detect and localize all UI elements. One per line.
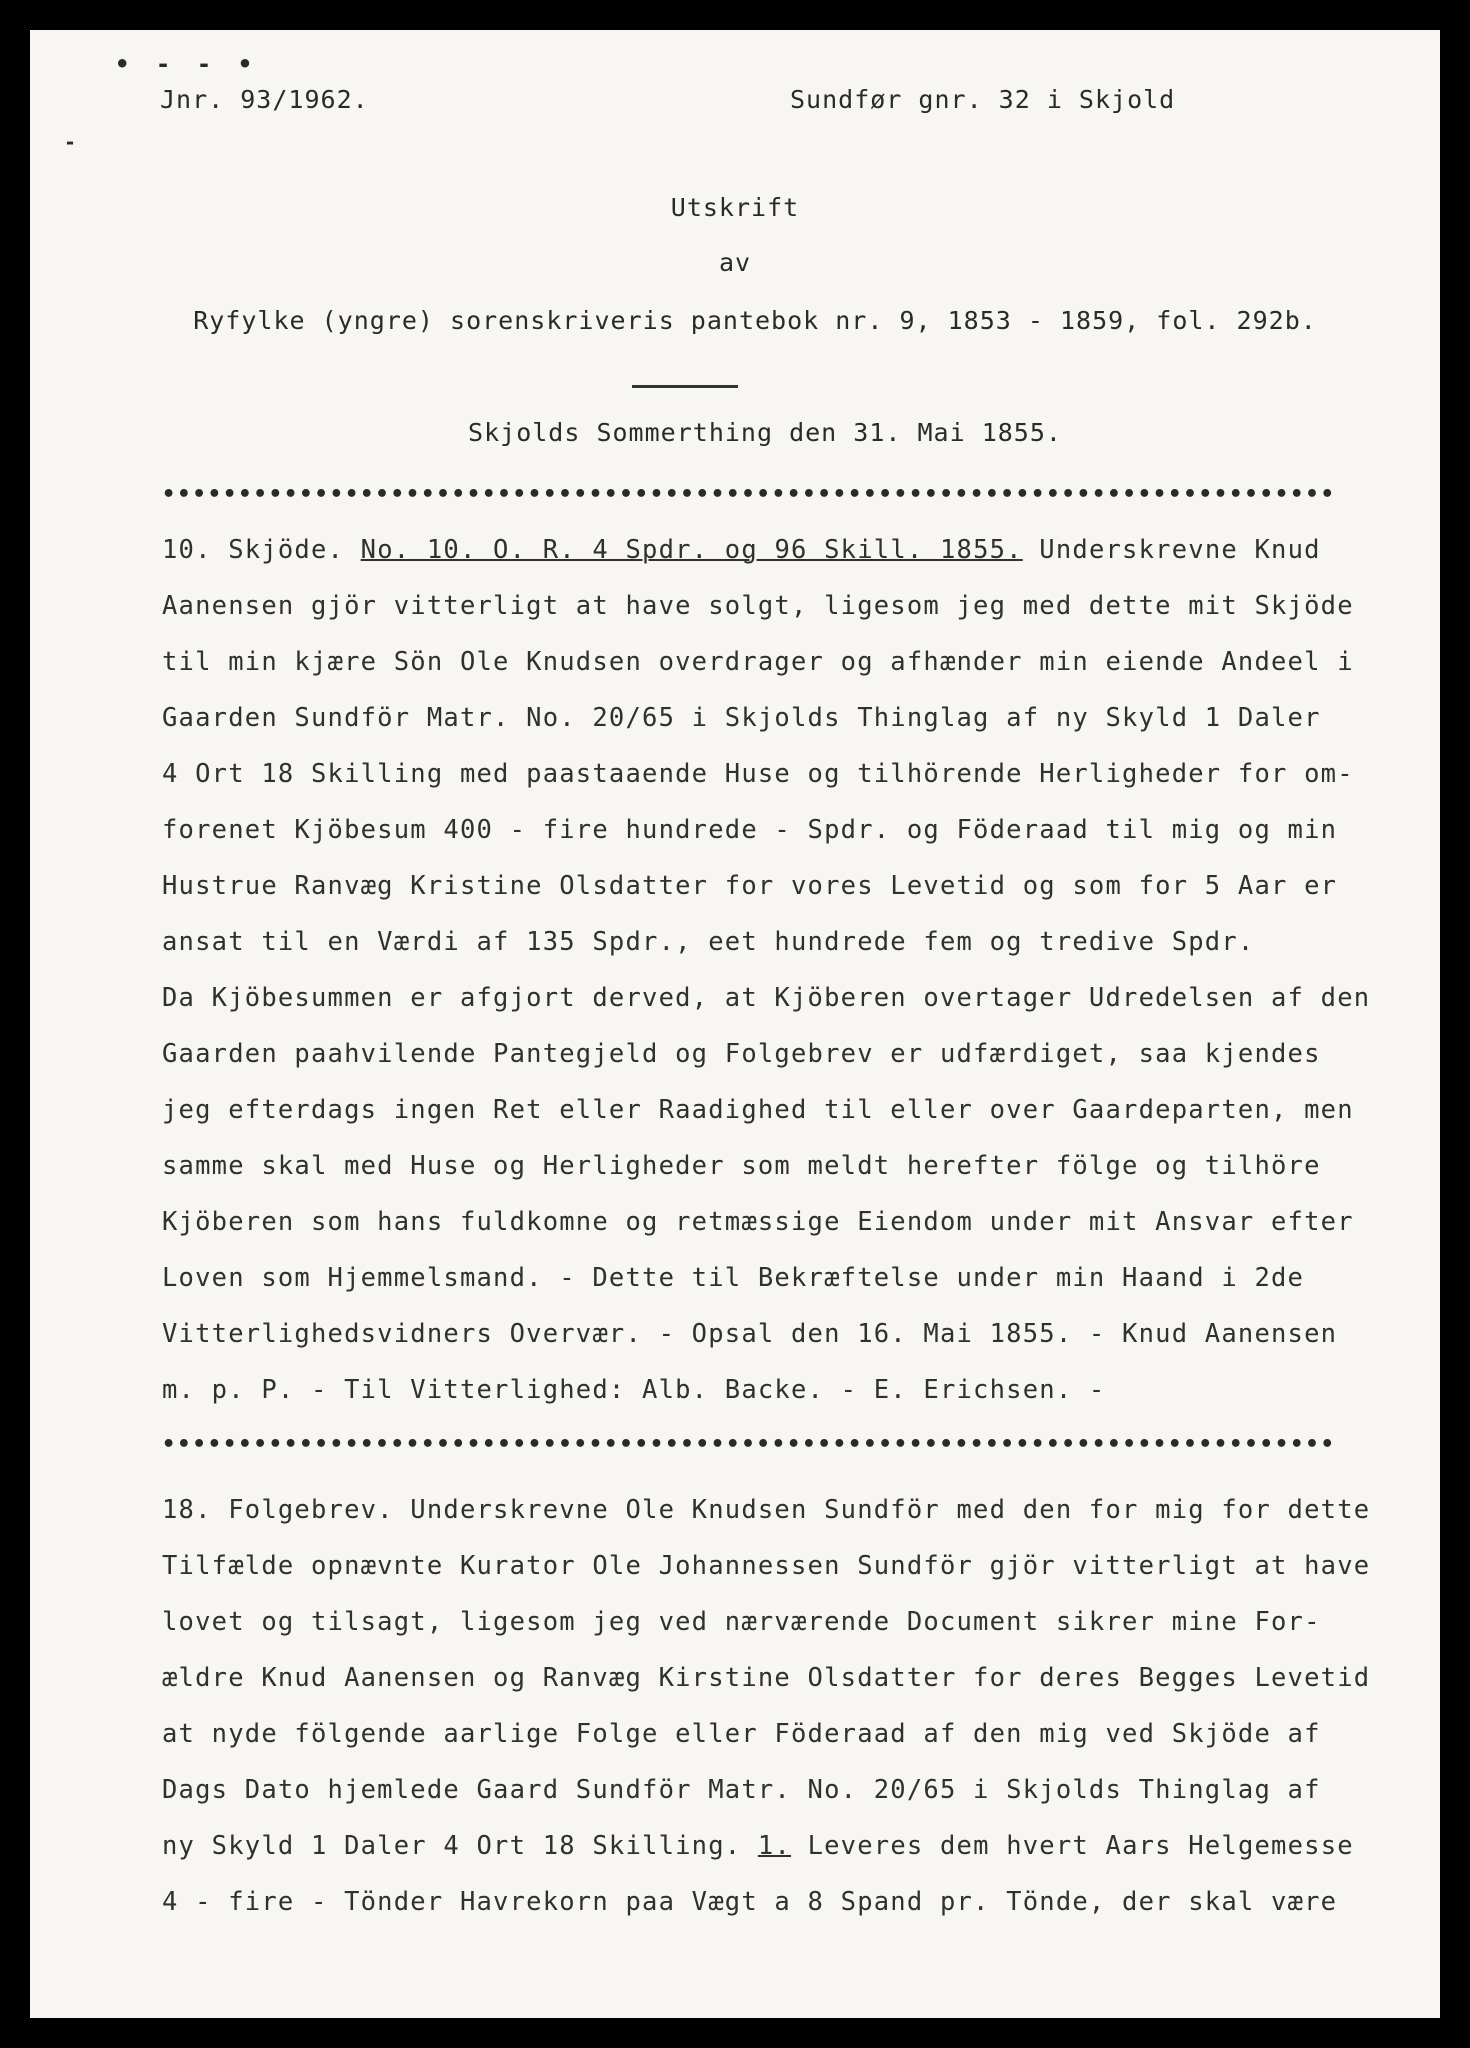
entry-line: m. p. P. - Til Vitterlighed: Alb. Backe. - E. Erichsen. - <box>162 1375 1106 1405</box>
entry-skjode <box>162 522 1432 1418</box>
entry-line: lovet og tilsagt, ligesom jeg ved nærværende Document sikrer mine For- <box>162 1607 1321 1637</box>
farm-reference: Sundfør gnr. 32 i Skjold <box>790 85 1176 114</box>
entry-line: 4 - fire - Tönder Havrekorn paa Vægt a 8 Spand pr. Tönde, der skal være <box>162 1887 1338 1917</box>
entry-line: Gaarden paahvilende Pantegjeld og Folgebrev er udfærdiget, saa kjendes <box>162 1039 1321 1069</box>
entry-line: Vitterlighedsvidners Overvær. - Opsal den 16. Mai 1855. - Knud Aanensen <box>162 1319 1338 1349</box>
entry-line <box>162 522 1432 578</box>
title-av: av <box>718 248 752 277</box>
entry-text: ny Skyld 1 Daler 4 Ort 18 Skilling. <box>162 1831 742 1861</box>
entry-line: Tilfælde opnævnte Kurator Ole Johannessen Sundför gjör vitterligt at have <box>162 1551 1371 1581</box>
title-rule <box>632 385 738 388</box>
entry-text: Leveres dem hvert Aars Helgemesse <box>807 1831 1354 1861</box>
item-number: 1. <box>757 1831 792 1861</box>
dotted-separator: ••••••••••••••••••••••••••••••••••••••••••••••••••••••••••••••••••••••••••••• <box>162 482 1336 507</box>
document-page <box>30 30 1440 2018</box>
session-heading: Skjolds Sommerthing den 31. Mai 1855. <box>468 418 1062 447</box>
entry-line: Hustrue Ranvæg Kristine Olsdatter for vores Levetid og som for 5 Aar er <box>162 871 1338 901</box>
entry-line: Aanensen gjör vitterligt at have solgt, ligesom jeg med dette mit Skjöde <box>162 591 1354 621</box>
dotted-separator: ••••••••••••••••••••••••••••••••••••••••••••••••••••••••••••••••••••••••••••• <box>162 1432 1336 1457</box>
entry-line: 18. Folgebrev. Underskrevne Ole Knudsen Sundför med den for mig for dette <box>162 1495 1371 1525</box>
entry-line: 4 Ort 18 Skilling med paastaaende Huse og tilhörende Herligheder for om- <box>162 759 1354 789</box>
entry-line: ansat til en Værdi af 135 Spdr., eet hundrede fem og tredive Spdr. <box>162 927 1255 957</box>
title-source: Ryfylke (yngre) sorenskriveris pantebok nr. 9, 1853 - 1859, fol. 292b. <box>193 306 1317 335</box>
entry-line: til min kjære Sön Ole Knudsen overdrager og afhænder min eiende Andeel i <box>162 647 1354 677</box>
entry-line: Loven som Hjemmelsmand. - Dette til Bekræftelse under min Haand i 2de <box>162 1263 1305 1293</box>
entry-line: ældre Knud Aanensen og Ranvæg Kirstine Olsdatter for deres Begges Levetid <box>162 1663 1371 1693</box>
corner-dots: • - - • <box>115 50 259 78</box>
entry-number: 10. Skjöde. <box>162 535 345 565</box>
entry-line: at nyde fölgende aarlige Folge eller Föderaad af den mig ved Skjöde af <box>162 1719 1321 1749</box>
title-utskrift: Utskrift <box>670 193 800 222</box>
journal-number: Jnr. 93/1962. <box>160 85 369 114</box>
entry-line: Dags Dato hjemlede Gaard Sundför Matr. No. 20/65 i Skjolds Thinglag af <box>162 1775 1321 1805</box>
entry-line <box>162 1818 1432 1874</box>
entry-line: samme skal med Huse og Herligheder som meldt herefter fölge og tilhöre <box>162 1151 1321 1181</box>
entry-text: Underskrevne Knud <box>1039 535 1321 565</box>
entry-line: forenet Kjöbesum 400 - fire hundrede - Spdr. og Föderaad til mig og min <box>162 815 1338 845</box>
margin-tick: - <box>64 130 77 154</box>
registration-note: No. 10. O. R. 4 Spdr. og 96 Skill. 1855. <box>360 535 1023 565</box>
entry-line: Da Kjöbesummen er afgjort derved, at Kjöberen overtager Udredelsen af den <box>162 983 1371 1013</box>
entry-line: Kjöberen som hans fuldkomne og retmæssige Eiendom under mit Ansvar efter <box>162 1207 1354 1237</box>
entry-line: Gaarden Sundför Matr. No. 20/65 i Skjolds Thinglag af ny Skyld 1 Daler <box>162 703 1321 733</box>
entry-line: jeg efterdags ingen Ret eller Raadighed til eller over Gaardeparten, men <box>162 1095 1354 1125</box>
entry-folgebrev <box>162 1482 1432 1930</box>
